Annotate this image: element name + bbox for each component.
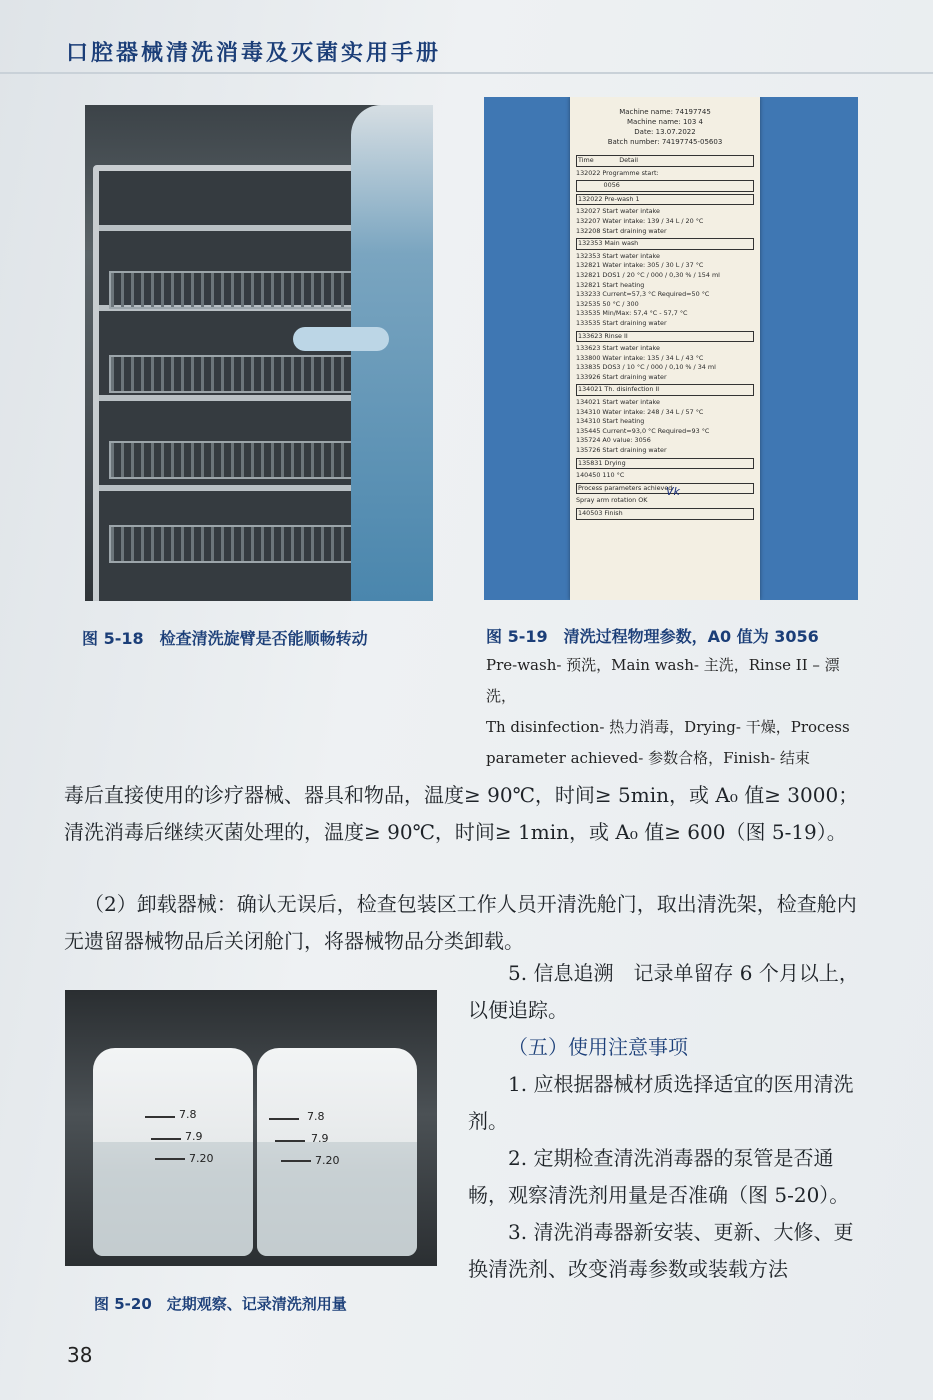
instrument-basket [109, 441, 353, 479]
detergent-jug [257, 1048, 417, 1256]
level-mark [275, 1140, 305, 1142]
printout-row: 132821 Water intake: 305 / 30 L / 37 °C [576, 261, 704, 270]
instrument-basket [109, 271, 353, 309]
printout-row: 135445 Current=93,0 °C Required=93 °C [576, 426, 710, 435]
printout-row: 134021 Th. disinfection II [576, 384, 754, 396]
printout-row: 135831 Drying [576, 458, 754, 470]
instrument-basket [109, 525, 353, 563]
body-paragraph-unloading: （2）卸载器械：确认无误后，检查包装区工作人员开清洗舱门，取出清洗架，检查舱内无遗留器械物品后关闭舱门，将器械物品分类卸载。 [64, 892, 857, 953]
printout-row: 134021 Start water intake [576, 398, 660, 407]
printout-row: 140450 110 °C [576, 471, 625, 480]
level-mark [281, 1160, 311, 1162]
level-mark [155, 1158, 185, 1160]
printout-row: 135724 A0 value: 3056 [576, 436, 651, 445]
printout-row: 133623 Start water intake [576, 344, 660, 353]
printout-rows [576, 153, 754, 522]
level-mark [151, 1138, 181, 1140]
printout-header-line: Batch number: 74197745-05603 [607, 138, 723, 146]
printout-row: 132535 50 °C / 300 [576, 299, 639, 308]
photo-process-printout [484, 97, 858, 600]
printout-row: 132022 Programme start: [576, 168, 659, 177]
figure-5-18-caption: 图 5-18 检查清洗旋臂是否能顺畅转动 [82, 629, 368, 648]
photo-detergent-containers [65, 990, 437, 1266]
printout-row: 132207 Water intake: 139 / 34 L / 20 °C [576, 216, 704, 225]
printout-row: 140503 Finish [576, 508, 754, 520]
level-mark-label: 7.20 [189, 1152, 214, 1165]
printout-row: 133926 Start draining water [576, 372, 667, 381]
printout-row: 134310 Water intake: 248 / 34 L / 57 °C [576, 407, 704, 416]
precaution-item-3: 3. 清洗消毒器新安装、更新、大修、更换清洗剂、改变消毒参数或装载方法 [468, 1220, 854, 1281]
caption-line: parameter achieved- 参数合格，Finish- 结束 [486, 749, 810, 767]
printout-row: 133233 Current=57,3 °C Required=50 °C [576, 290, 710, 299]
header-divider [0, 72, 933, 74]
printout-row: 133535 Min/Max: 57,4 °C - 57,7 °C [576, 309, 688, 318]
printout-row: 133800 Water intake: 135 / 34 L / 43 °C [576, 353, 704, 362]
printout-row: 132821 Start heating [576, 280, 645, 289]
section-heading-precautions: （五）使用注意事项 [508, 1035, 688, 1059]
level-mark-label: 7.20 [315, 1154, 340, 1167]
printout-header-line: Machine name: 74197745 [619, 108, 711, 116]
figure-5-19-caption-title: 图 5-19 清洗过程物理参数，A0 值为 3056 [486, 627, 819, 646]
running-header: 口腔器械清洗消毒及灭菌实用手册 [66, 40, 442, 66]
printout-row: 132208 Start draining water [576, 226, 667, 235]
body-paragraph-disinfection-criteria: 毒后直接使用的诊疗器械、器具和物品，温度≥ 90℃，时间≥ 5min，或 A₀ 值≥ 3000；清洗消毒后继续灭菌处理的，温度≥ 90℃，时间≥ 1min，或 A₀ 值≥ 600（图 5-19）。 [64, 783, 859, 844]
printout-row: Spray arm rotation OK [576, 496, 648, 505]
printout-header-line: Machine name: 103 4 [626, 118, 703, 126]
right-column-text [468, 955, 863, 1288]
level-mark [269, 1118, 299, 1120]
photo-washer-rack-inspection [85, 105, 433, 601]
instrument-basket [109, 355, 353, 393]
printout-row: 134310 Start heating [576, 417, 645, 426]
handwritten-initials: Vk [666, 485, 680, 498]
printout-row: 135726 Start draining water [576, 446, 667, 455]
figure-5-20-caption: 图 5-20 定期观察、记录清洗剂用量 [94, 1295, 347, 1313]
printout-row: 132353 Start water intake [576, 251, 660, 260]
staff-in-gown [351, 105, 433, 601]
item-information-tracing: 5. 信息追溯 记录单留存 6 个月以上，以便追踪。 [468, 961, 859, 1022]
page-number: 38 [67, 1343, 93, 1367]
printout-row: 133623 Rinse II [576, 331, 754, 343]
caption-line: Th disinfection- 热力消毒，Drying- 干燥，Process [486, 718, 850, 736]
gloved-hand [293, 327, 389, 351]
detergent-jug [93, 1048, 253, 1256]
level-mark-label: 7.8 [179, 1108, 197, 1121]
level-mark [145, 1116, 175, 1118]
level-mark-label: 7.8 [307, 1110, 325, 1123]
printout-row: 0056 [576, 180, 754, 192]
printout-paper [570, 97, 760, 600]
printout-row: 133835 DOS3 / 10 °C / 000 / 0,10 % / 34 ml [576, 363, 716, 372]
precaution-item-1: 1. 应根据器械材质选择适宜的医用清洗剂。 [468, 1072, 854, 1133]
printout-row: 132353 Main wash [576, 238, 754, 250]
printout-row: 132022 Pre-wash 1 [576, 194, 754, 206]
level-mark-label: 7.9 [311, 1132, 329, 1145]
printout-row: 133535 Start draining water [576, 318, 667, 327]
printout-row: 132821 DOS1 / 20 °C / 000 / 0,30 % / 154 ml [576, 270, 720, 279]
caption-line: Pre-wash- 预洗，Main wash- 主洗，Rinse II – 漂洗， [486, 656, 840, 705]
figure-5-19-caption-body [486, 650, 866, 774]
printout-row: Process parameters achieved [576, 483, 754, 495]
printout-header-line: Date: 13.07.2022 [634, 128, 696, 136]
level-mark-label: 7.9 [185, 1130, 203, 1143]
printout-row: Time Detail [576, 155, 754, 167]
printout-row: 132027 Start water intake [576, 207, 660, 216]
precaution-item-2: 2. 定期检查清洗消毒器的泵管是否通畅，观察清洗剂用量是否准确（图 5-20）。 [468, 1146, 850, 1207]
